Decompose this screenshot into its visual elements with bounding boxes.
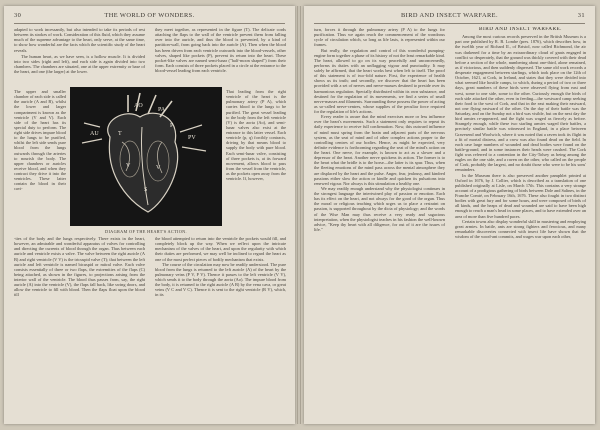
- left-col2-bottom: [155, 236, 286, 298]
- left-col2-bottom-paragraph-2: The course of the circulation may now be readily understood. The pure blood from the lungs is returned to the left auricle (A) of the heart by the pulmonary veins (P V, P V). Thence it passes to the left ventricle (V V), which sends it to the body through the aorta (Ao). The impure blood from the body, it is returned to the right auricle (A B) by the vena cava, or great veins (V C and V C). Thence it is sent to the right ventricle (R V), which, in its: [155, 261, 286, 298]
- right-page: [304, 6, 595, 424]
- left-col1-paragraph: adapted to work incessantly, but also intended to take its periods of rest between its strokes of work. Consideration of this fluid, which they assume much of the supreme advantage to the heart, only serve, at the same time, to show how wonderful are the facts which the scientific study of the heart reveals.: [14, 27, 145, 53]
- heart-diagram: [70, 87, 222, 226]
- left-col2-paragraph: they meet together, as represented in the figure (T). The delicate cords attaching the flaps to the wall of the ventricle prevent them from falling over into the auricle, and thus the blood is prevented, by a kind of partition-wall, from going back into the auricle (A). Then when the blood has been driven from each ventricle outwards into the blood-vessels, other valves, shaped like pockets (P), prevent its return into the heart. These pocket-like valves are named semi-lunar ("half-moon shaped") from their form. Each consists of three pockets placed in a circle at the entrance to the blood-vessel leading from each ventricle.: [155, 27, 286, 73]
- figure-label-s: S: [144, 187, 148, 193]
- figure-label-ao: AO: [134, 103, 143, 109]
- figure-label-pv: PV: [188, 135, 196, 141]
- right-col1-paragraph-2: But really, the regulation and control of this wonderful pumping-engine form together a phase of its history of not the least remarkable kind. The heart, allowed to go on its way peacefully and unconcernedly, performs its duties with an unflagging vigour and punctuality. It may safely be affirmed, that the heart works best when left to itself. The proof of this statement is of two-fold nature. First, the experience of health shows us its truth; and secondly, we discover that the heart has been provided with a set of nerves and nerve-masses destined to preside over its harmonious regulation. Specially distributed within its own substance, and destined for the regulation of its movements, we find a series of small nerve-masses and filaments. Surrounding these possess the power of acting as so-called nerve-centres, whose supplies of the peculiar force required for the regulation of life's actions.: [314, 47, 445, 114]
- right-col1-paragraph-4: We may readily enough understand why the physiologist continues in the strongest language the intertwined play of passion or emotion. Each has its effect on the heart, and not always for the good of the organ. Thus the moral or religious teaching which urges us to place a restraint on passion, is supported throughout by the dicta of physiology; and the words of the Wise Man may thus receive a very ready and sagacious interpretation, when the physiologist teaches in his fashion the well-known advice, "Keep thy heart with all diligence, for out of it are the issues of life.": [314, 185, 445, 232]
- left-header-rule: [14, 23, 285, 24]
- left-col2-bottom-paragraph: the blood attempted to return into the ventricle the pockets would fill, and completely block up the way. When we reflect upon the intricate mechanism of the valves of the heart, and upon the regularity with which their duties are performed, we may well be inclined to regard the heart as one of the most perfect pieces of bodily mechanism that exists.: [155, 236, 286, 262]
- left-running-head: [14, 12, 285, 22]
- left-col2-top: [155, 27, 286, 73]
- left-col1-bottom-paragraph: -ties of the body and the lungs respectively. There exists in the heart, however, an admirable and wonderful apparatus of valves for controlling and directing the currents of blood through the organ. Thus between each auricle and ventricle exists a valve. The valve between the right auricle (A B) and right ventricle (V V) is the tricuspid valve (T); that between the left auricle and left ventricle is named bicuspid or mitral valve. Each valve consists essentially of three or two flaps, the extremities of the flaps (C) being attached, as shown in the figures, to projections arising from the interior wall of the ventricle. The blood thus passes from, say, the right auricle (A) into the ventricle (V), the flaps fall back, like swing doors, and allow the ventricle to fill with blood. Then the flaps float upon the blood till: [14, 236, 145, 298]
- left-col1-top: [14, 27, 145, 53]
- right-running-head: [314, 12, 585, 22]
- figure-label-p: P: [170, 123, 174, 129]
- right-col2-paragraph-1: Among the most curious records preserved in the British Museum is a part one published by R. B. Lombe (pres. 1876), which describes how, in the twelfth year of Richard II., of Bristol, now called Richmond, the air was darkened for a time by an extraordinary cloud of gnats engaged in conflict so desperately, that the ground was thickly covered with their dead before a section of the whole, numbering about one-third, alone remained, as if victorious, and then suddenly dispersed. The same old work records a desperate engagement between starlings, which took place on the 12th of October, 1621, at Cork, in Ireland, and states that they were divided into what seemed like hostile camps, to which, during a period of two or three days, great numbers of these birds were observed flying from east and west, some to one side, some to the other. Curiously enough the birds of each side attacked the other, even in feeding—the westward camp seeking their food to the west of Cork, and that in the east making their eastward, not one flying eastward of the other. On the day of their battle was the Saturday, and on the Sunday not a bird was visible, but on the next day the bird armies re-appeared, and the fight was waged as fiercely as before. Strangely enough, while these two starling armies waged their battles, a precisely similar battle was witnessed in England, in a place between Gravesend and Woolwich, where it was noted that a raven took its flight in a fit of mortal distress, and a crow was also found dead on the field. In each case large numbers of wounded and dead bodies were found on the battle-ground, and in some instances their heads were crushed. The Cork fight was referred to a contention in the City-Tolsey as being among the eagles on the one side, and a raven on the other, who called on the people of Cork, probably the largest, and no doubt those who were to be his sons' remainders.: [455, 34, 586, 173]
- right-col1-paragraph-1: turn, forces it through the pulmonary artery (P A) to the lungs for purification. Thus we again reach the commencement of the wondrous cycle of circulation which, so long as life lasts, is represented within our frames.: [314, 27, 445, 48]
- figure-label-v-right: V: [156, 165, 161, 171]
- figure-label-au: AU: [90, 131, 99, 137]
- right-col2-paragraph-2: In the Museum there is also preserved another pamphlet printed at Oxford in 1676, by J. Collier, which is described as a translation of one published originally at Lisle, on March 17th. This contains a very strange account of a prodigious gathering of birds between Dole and Salines, in the Franche Comté, on February 16th, 1676. These also fought in two distinct bodies with great fury and for some hours, and were composed of birds of all kinds, and the heaps of dead and wounded are said to have been high enough to reach a man's head in some places, and to have extended over an area of more than five hundred paces.: [455, 172, 586, 219]
- book-gutter: [297, 6, 301, 424]
- left-wrap-right-paragraph: That leading from the right ventricle of the heart is the pulmonary artery (P A), which carries blood to the lungs to be purified. The great vessel leading to the body from the left ventricle (V) is the aorta (Ao), and semi-lunar valves also exist at the entrance to this latter vessel. Each ventricle (p, q) forcibly contracts, driving by that means blood to supply the body with pure blood. Each semi-lunar valve, consisting of three pockets is, at its forward movement, allows blood to pass from the vessel from the ventricle, as the pockets open away from the ventricle. If, however,: [226, 89, 286, 182]
- right-col1-paragraph-3: Every reader is aware that the mind exercises more or less influence over the heart's movements. Such a statement only requires to repeat its daily experience to receive full confirmation. Now, this outward influence of mind must spring from the brain and adjacent parts of the nervous system, as the seat of mind and of other complex actions proper to the controlling centres of our bodies. Hence, as might be expected, very definite evidence is forthcoming regarding the seat of the mind's action on the heart. One nerve, for example, is known to act as a slower and a depressor of the heart. Another nerve quickens its action. The former is to the heart what the bridle is to the horse—the latter is its spur. Thus, when the fleeting emotions of the mind pass across the mental atmosphere they are displaced by the heart and the pulse. Anger, fear, jealousy, and kindred passions either slow the action or kindle and quicken its pulsations into renewed vigour. Nor always is this stimulation a healthy one.: [314, 114, 445, 186]
- left-col1-paragraph-2: The human heart, as we have seen, is a hollow muscle. It is divided into two sides (right and left), and each side is again divided into two chambers. The chambers are situated, one at the upper extremity or base of the heart, and one (the larger) at the lower.: [14, 54, 145, 75]
- right-col1: [314, 27, 445, 232]
- figure-caption: DIAGRAM OF THE HEART'S ACTION.: [105, 229, 187, 234]
- left-page: [4, 6, 295, 424]
- figure-label-t: T: [118, 131, 122, 137]
- right-page-number: 31: [577, 12, 585, 19]
- left-page-number: 30: [14, 12, 22, 19]
- figure-label-v-left: V: [126, 163, 131, 169]
- figure-label-pa: PA: [158, 107, 166, 113]
- heart-diagram-figure: [70, 87, 222, 226]
- left-wrap-text-right: [226, 89, 286, 181]
- article-title: BIRD AND INSECT WARFARE.: [479, 27, 562, 32]
- left-col1-continued: [14, 54, 145, 75]
- right-col2-paragraph-3: Certain towns also display wonderful skill in mustering and employing great armies. In battle, ants are strong fighters and ferocious, and many remarkable discoveries connected with insect life have shown that the wisdom of the wood-ant commits, and wages war upon each other,: [455, 218, 586, 239]
- left-wrap-paragraph: The upper and smaller chamber of each side is called the auricle (A and B), whilst the lower and larger compartment is known as the ventricle (V and V). Each side of the heart has its special duty to perform. The right side drives impure blood to the lungs to be purified, whilst the left side sends pure blood from the lungs outwards through the arteries to nourish the body. The upper chambers or auricles receive blood, and when they contract they drive it into the ventricles. These latter contain the blood in their cavi-: [14, 89, 66, 192]
- left-running-title: THE WORLD OF WONDERS.: [104, 12, 195, 19]
- left-col1-bottom: [14, 236, 145, 298]
- right-running-title: BIRD AND INSECT WARFARE.: [401, 12, 498, 19]
- right-col2: [455, 27, 586, 239]
- right-header-rule: [314, 23, 585, 24]
- left-wrap-text: [14, 89, 66, 192]
